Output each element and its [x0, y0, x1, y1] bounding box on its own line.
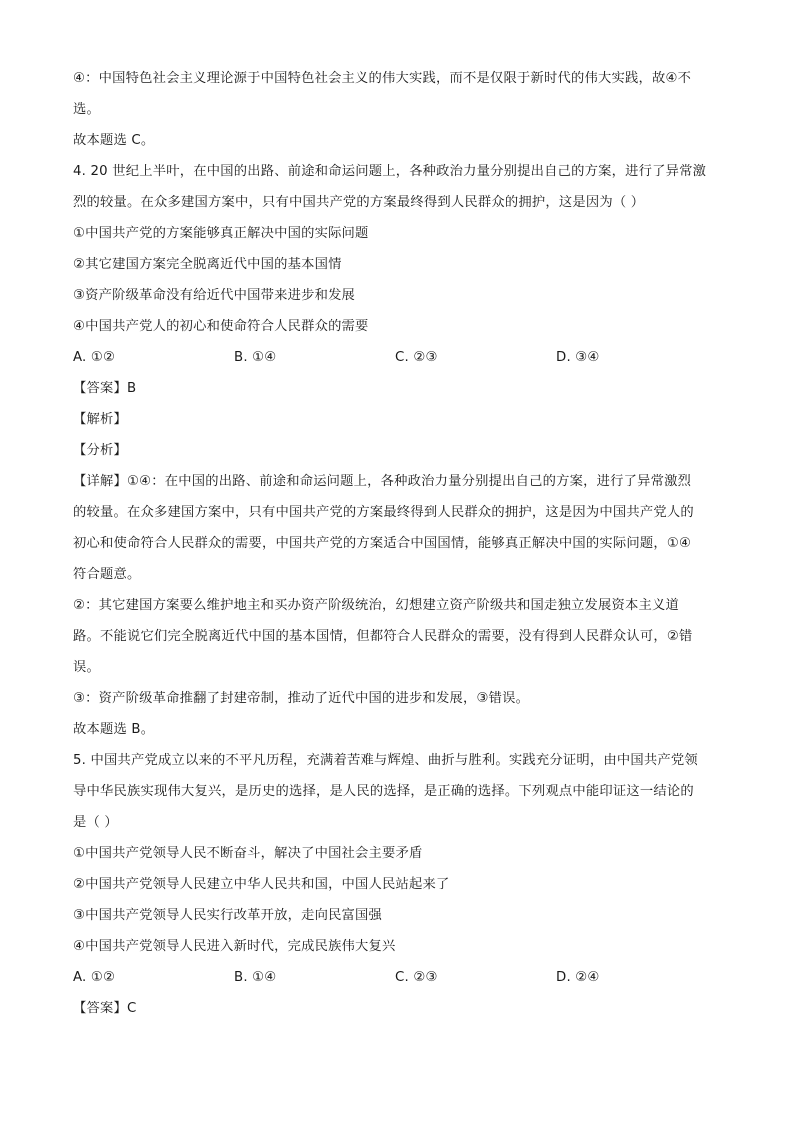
explanation-line: 误。	[73, 660, 100, 675]
explanation-line: 初心和使命符合人民群众的需要，中国共产党的方案适合中国国情，能够真正解决中国的实际问题，①④	[73, 536, 692, 551]
question-5-statement: ②中国共产党领导人民建立中华人民共和国，中国人民站起来了	[73, 877, 450, 892]
explanation-line: ②：其它建国方案要么维护地主和买办资产阶级统治，幻想建立资产阶级共和国走独立发展资本主义道	[73, 598, 679, 613]
question-4-statement: ④中国共产党人的初心和使命符合人民群众的需要	[73, 319, 369, 334]
option-b: B. ①④	[234, 970, 277, 985]
conclusion-line: 故本题选 B。	[73, 722, 155, 737]
explanation-line: ③：资产阶级革命推翻了封建帝制，推动了近代中国的进步和发展，③错误。	[73, 691, 530, 706]
answer-label: 【答案】B	[73, 381, 137, 396]
question-4-stem: 烈的较量。在众多建国方案中，只有中国共产党的方案最终得到人民群众的拥护，这是因为（ ）	[73, 195, 645, 210]
question-5-stem: 5. 中国共产党成立以来的不平凡历程，充满着苦难与辉煌、曲折与胜利。实践充分证明，由中国共产党领	[73, 753, 698, 768]
question-4-stem: 4. 20 世纪上半叶，在中国的出路、前途和命运问题上，各种政治力量分别提出自己的方案，进行了异常激	[73, 164, 707, 179]
answer-label: 【答案】C	[73, 1001, 137, 1016]
option-c: C. ②③	[395, 970, 438, 985]
explanation-line: 的较量。在众多建国方案中，只有中国共产党的方案最终得到人民群众的拥护，这是因为中国共产党人的	[73, 505, 694, 520]
question-5-statement: ④中国共产党领导人民进入新时代，完成民族伟大复兴	[73, 939, 396, 954]
text-line: 选。	[73, 102, 100, 117]
analysis-label: 【解析】	[73, 412, 127, 427]
question-5-statement: ①中国共产党领导人民不断奋斗，解决了中国社会主要矛盾	[73, 846, 423, 861]
question-5-stem: 是（ ）	[73, 815, 118, 830]
question-5-stem: 导中华民族实现伟大复兴，是历史的选择，是人民的选择，是正确的选择。下列观点中能印证这一结论的	[73, 784, 694, 799]
question-5-options	[73, 962, 725, 993]
option-d: D. ②④	[556, 970, 600, 985]
question-4-statement: ③资产阶级革命没有给近代中国带来进步和发展	[73, 288, 356, 303]
explanation-line: 符合题意。	[73, 567, 141, 582]
explanation-line: 【详解】①④：在中国的出路、前途和命运问题上，各种政治力量分别提出自己的方案，进行了异常激烈	[73, 474, 692, 489]
text-line: ④：中国特色社会主义理论源于中国特色社会主义的伟大实践，而不是仅限于新时代的伟大实践，故④不	[73, 71, 692, 86]
option-c: C. ②③	[395, 350, 438, 365]
option-a: A. ①②	[73, 350, 116, 365]
option-b: B. ①④	[234, 350, 277, 365]
question-4-options	[73, 342, 725, 373]
option-a: A. ①②	[73, 970, 116, 985]
question-5-statement: ③中国共产党领导人民实行改革开放，走向民富国强	[73, 908, 383, 923]
question-4-statement: ①中国共产党的方案能够真正解决中国的实际问题	[73, 226, 369, 241]
document-body	[73, 63, 725, 1024]
question-4-statement: ②其它建国方案完全脱离近代中国的基本国情	[73, 257, 342, 272]
explanation-line: 路。不能说它们完全脱离近代中国的基本国情，但都符合人民群众的需要，没有得到人民群众认可，②错	[73, 629, 693, 644]
option-d: D. ③④	[556, 350, 600, 365]
text-line: 故本题选 C。	[73, 133, 155, 148]
analysis-sub-label: 【分析】	[73, 443, 127, 458]
